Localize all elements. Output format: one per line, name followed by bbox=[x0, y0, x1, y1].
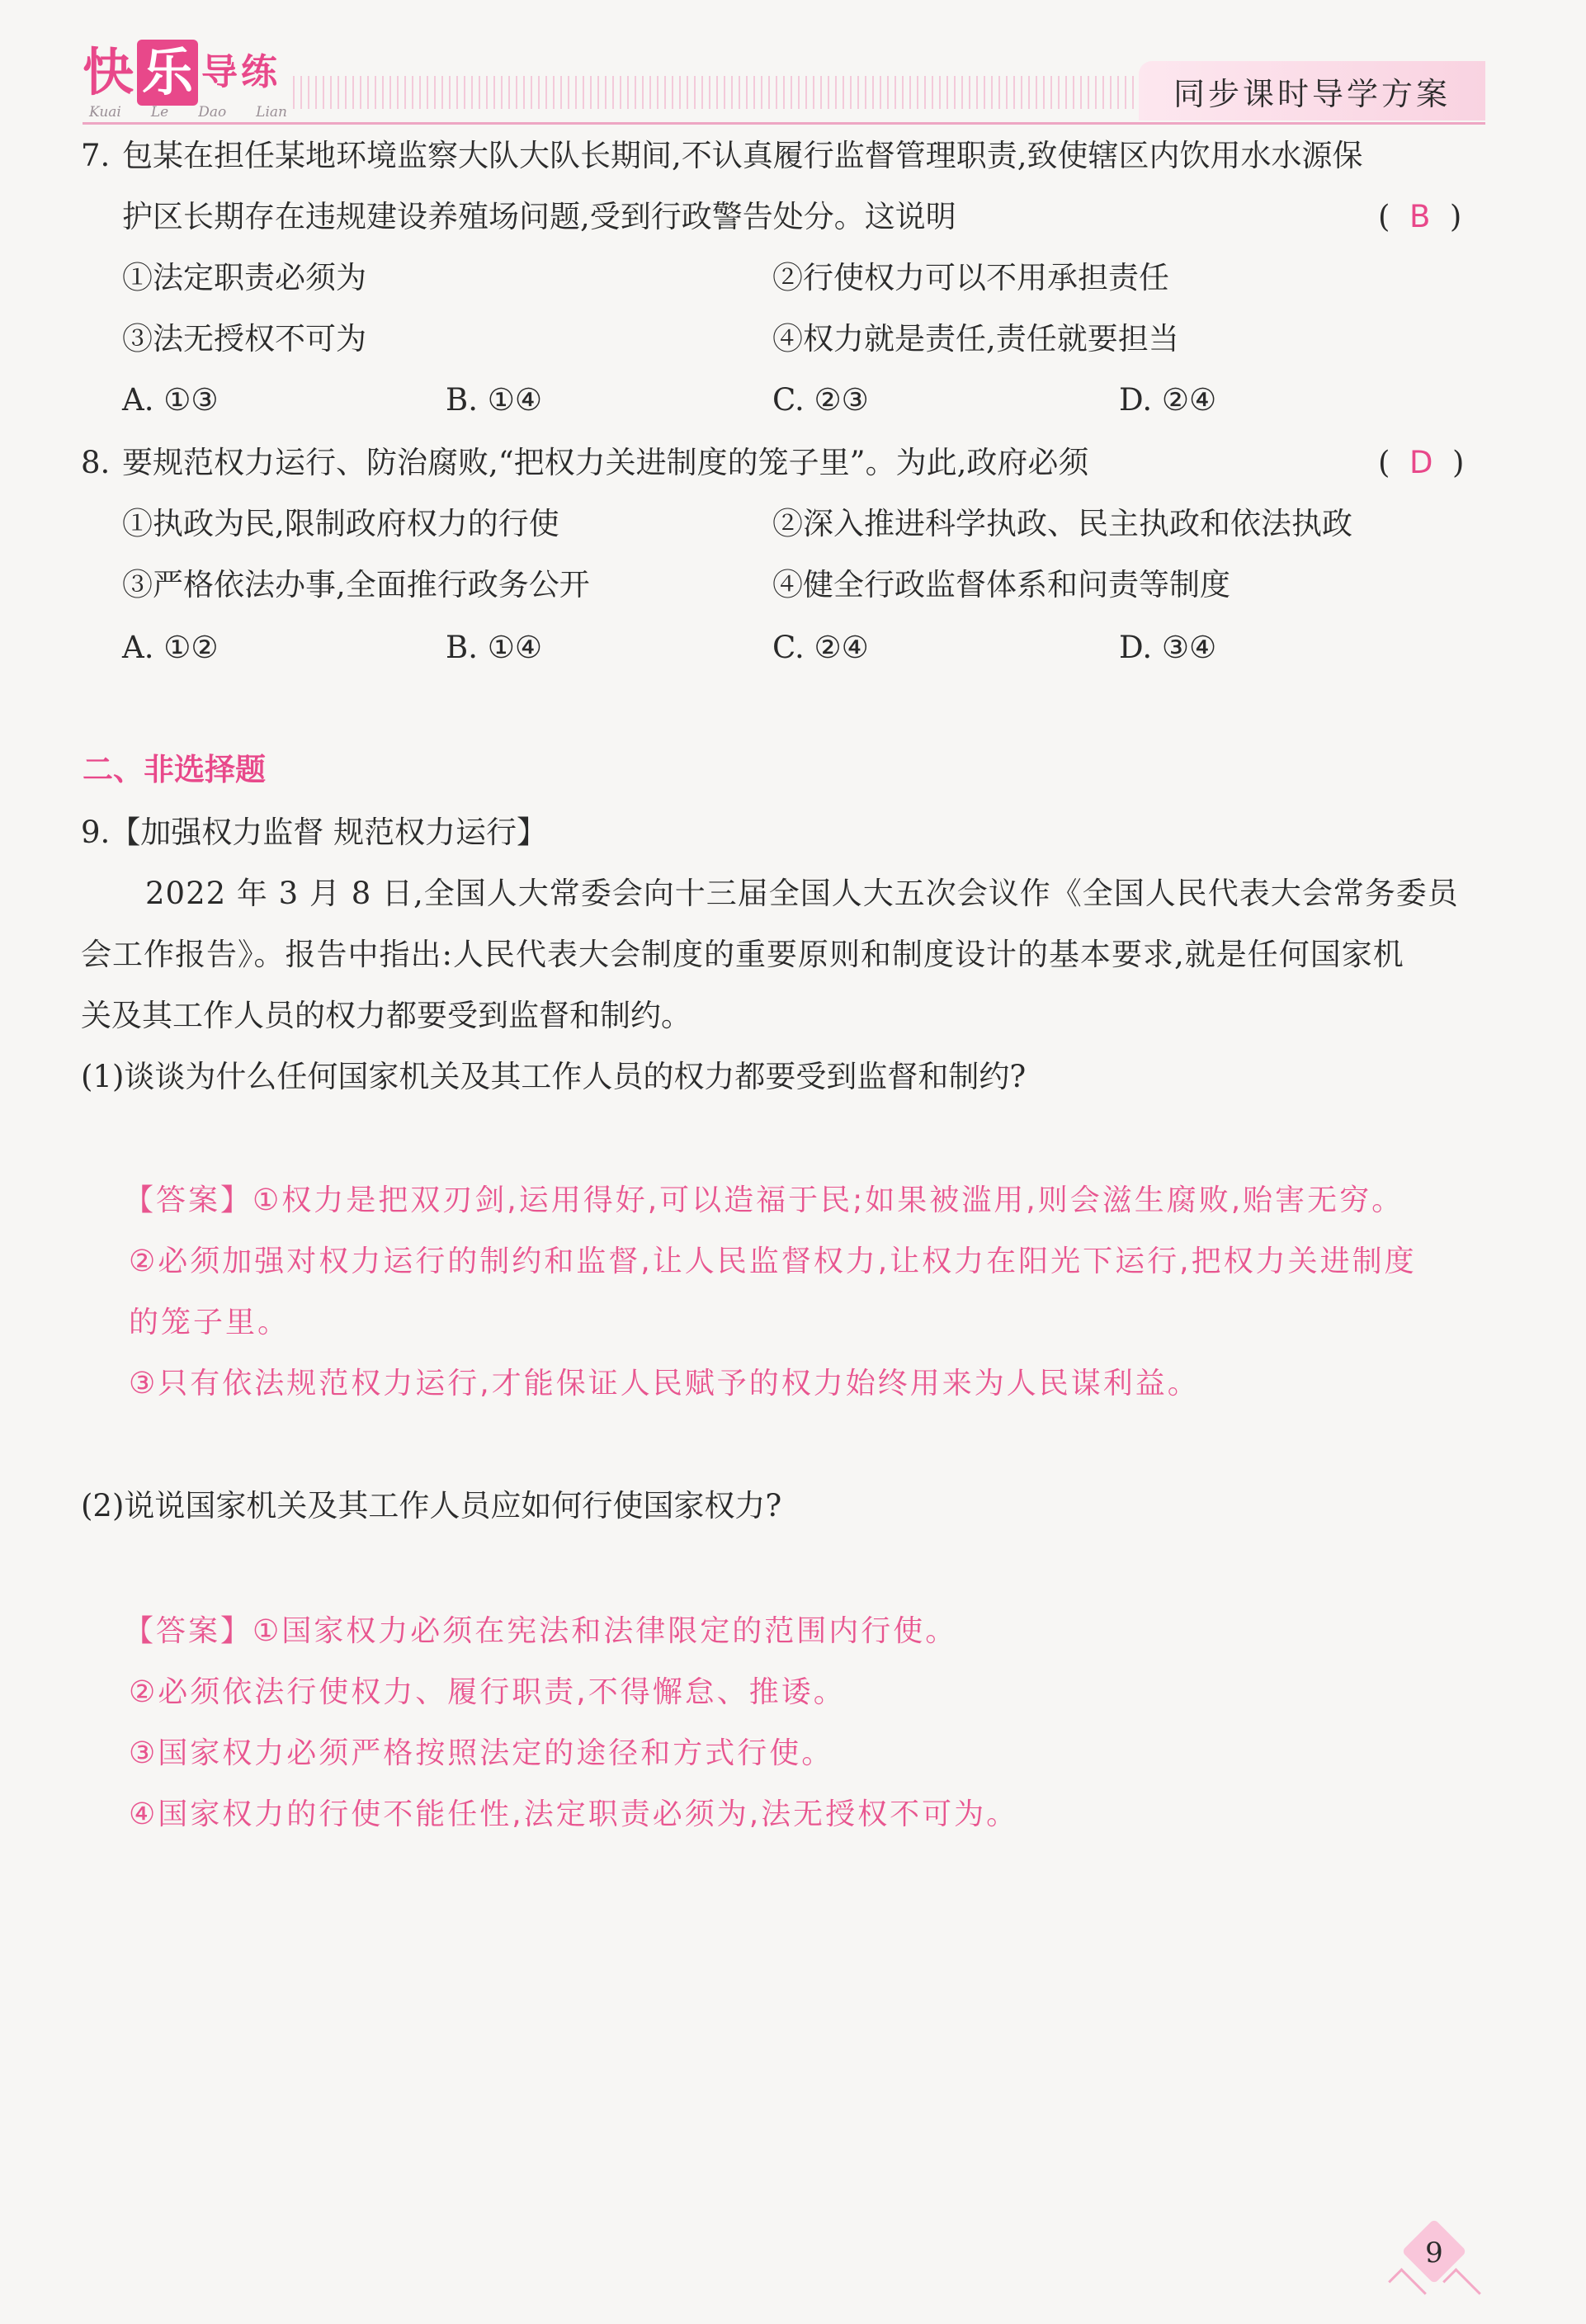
pinyin-3: Dao bbox=[198, 104, 227, 120]
page-number-badge bbox=[1386, 2220, 1477, 2311]
q9-sub2: (2)说说国家机关及其工作人员应如何行使国家权力? bbox=[81, 1488, 782, 1523]
q8-stem: 要规范权力运行、防治腐败,“把权力关进制度的笼子里”。为此,政府必须 bbox=[122, 445, 1089, 480]
q9-material-line3: 关及其工作人员的权力都要受到监督和制约。 bbox=[81, 998, 692, 1033]
logo-char-2: 乐 bbox=[137, 40, 198, 106]
q9-answer1-line4: ③只有依法规范权力运行,才能保证人民赋予的权力始终用来为人民谋利益。 bbox=[129, 1367, 1200, 1401]
q9-answer1-line2: ②必须加强对权力运行的制约和监督,让人民监督权力,让权力在阳光下运行,把权力关进制度 bbox=[129, 1245, 1417, 1278]
q7-choice-b: B. ①④ bbox=[446, 382, 543, 418]
q7-number: 7. bbox=[81, 138, 111, 173]
q7-answer-bracket: ( B ) bbox=[1378, 199, 1462, 234]
logo-char-3: 导 bbox=[201, 51, 238, 93]
q7-option-2: ②行使权力可以不用承担责任 bbox=[772, 260, 1169, 295]
q8-choice-d: D. ③④ bbox=[1119, 630, 1217, 665]
q9-answer2-line2: ②必须依法行使权力、履行职责,不得懈怠、推诿。 bbox=[129, 1675, 846, 1709]
q7-option-1: ①法定职责必须为 bbox=[122, 260, 366, 295]
logo-char-4: 练 bbox=[241, 51, 278, 93]
q9-answer2-line4: ④国家权力的行使不能任性,法定职责必须为,法无授权不可为。 bbox=[129, 1797, 1019, 1831]
logo-char-1: 快 bbox=[83, 42, 135, 102]
q7-choice-d: D. ②④ bbox=[1119, 382, 1217, 418]
header-decoration bbox=[293, 76, 1135, 109]
brand-logo bbox=[83, 40, 287, 122]
pinyin-1: Kuai bbox=[89, 104, 121, 120]
q8-answer-bracket: ( D ) bbox=[1378, 445, 1465, 480]
logo-text bbox=[83, 40, 277, 106]
page-number: 9 bbox=[1425, 2237, 1443, 2270]
q8-choice-a: A. ①② bbox=[122, 630, 219, 665]
q8-number: 8. bbox=[81, 445, 111, 480]
pinyin-4: Lian bbox=[256, 104, 287, 120]
q8-option-4: ④健全行政监督体系和问责等制度 bbox=[772, 567, 1230, 602]
q7-stem-line1: 包某在担任某地环境监察大队大队长期间,不认真履行监督管理职责,致使辖区内饮用水水源保 bbox=[122, 138, 1363, 173]
q7-stem-line2: 护区长期存在违规建设养殖场问题,受到行政警告处分。这说明 bbox=[122, 199, 956, 234]
q8-option-2: ②深入推进科学执政、民主执政和依法执政 bbox=[772, 506, 1352, 541]
q7-option-3: ③法无授权不可为 bbox=[122, 321, 366, 357]
q7-answer: B bbox=[1409, 199, 1431, 234]
q7-choice-a: A. ①③ bbox=[122, 382, 219, 418]
logo-pinyin bbox=[89, 104, 287, 120]
q7-choice-c: C. ②③ bbox=[772, 382, 869, 418]
q8-choice-c: C. ②④ bbox=[772, 630, 869, 665]
pinyin-2: Le bbox=[150, 104, 169, 120]
q8-answer: D bbox=[1409, 445, 1433, 480]
q9-material-line1: 2022 年 3 月 8 日,全国人大常委会向十三届全国人大五次会议作《全国人民代表大会常务委员 bbox=[145, 876, 1459, 911]
q8-option-1: ①执政为民,限制政府权力的行使 bbox=[122, 506, 559, 541]
q8-option-3: ③严格依法办事,全面推行政务公开 bbox=[122, 567, 590, 602]
header-divider bbox=[83, 122, 1485, 125]
q9-sub1: (1)谈谈为什么任何国家机关及其工作人员的权力都要受到监督和制约? bbox=[81, 1059, 1027, 1094]
q9-answer1-line3: 的笼子里。 bbox=[129, 1306, 290, 1339]
q8-choice-b: B. ①④ bbox=[446, 630, 543, 665]
q9-answer2-line1: 【答案】①国家权力必须在宪法和法律限定的范围内行使。 bbox=[124, 1614, 958, 1648]
q9-material-line2: 会工作报告》。报告中指出:人民代表大会制度的重要原则和制度设计的基本要求,就是任何国家机 bbox=[81, 937, 1404, 972]
q9-answer1-line1: 【答案】①权力是把双刃剑,运用得好,可以造福于民;如果被滥用,则会滋生腐败,贻害无穷。 bbox=[124, 1183, 1404, 1217]
q9-title: 9.【加强权力监督 规范权力运行】 bbox=[81, 815, 548, 850]
header-tab: 同步课时导学方案 bbox=[1139, 61, 1485, 120]
q7-option-4: ④权力就是责任,责任就要担当 bbox=[772, 321, 1179, 357]
q9-answer2-line3: ③国家权力必须严格按照法定的途径和方式行使。 bbox=[129, 1736, 834, 1770]
section-title: 二、非选择题 bbox=[83, 752, 266, 787]
